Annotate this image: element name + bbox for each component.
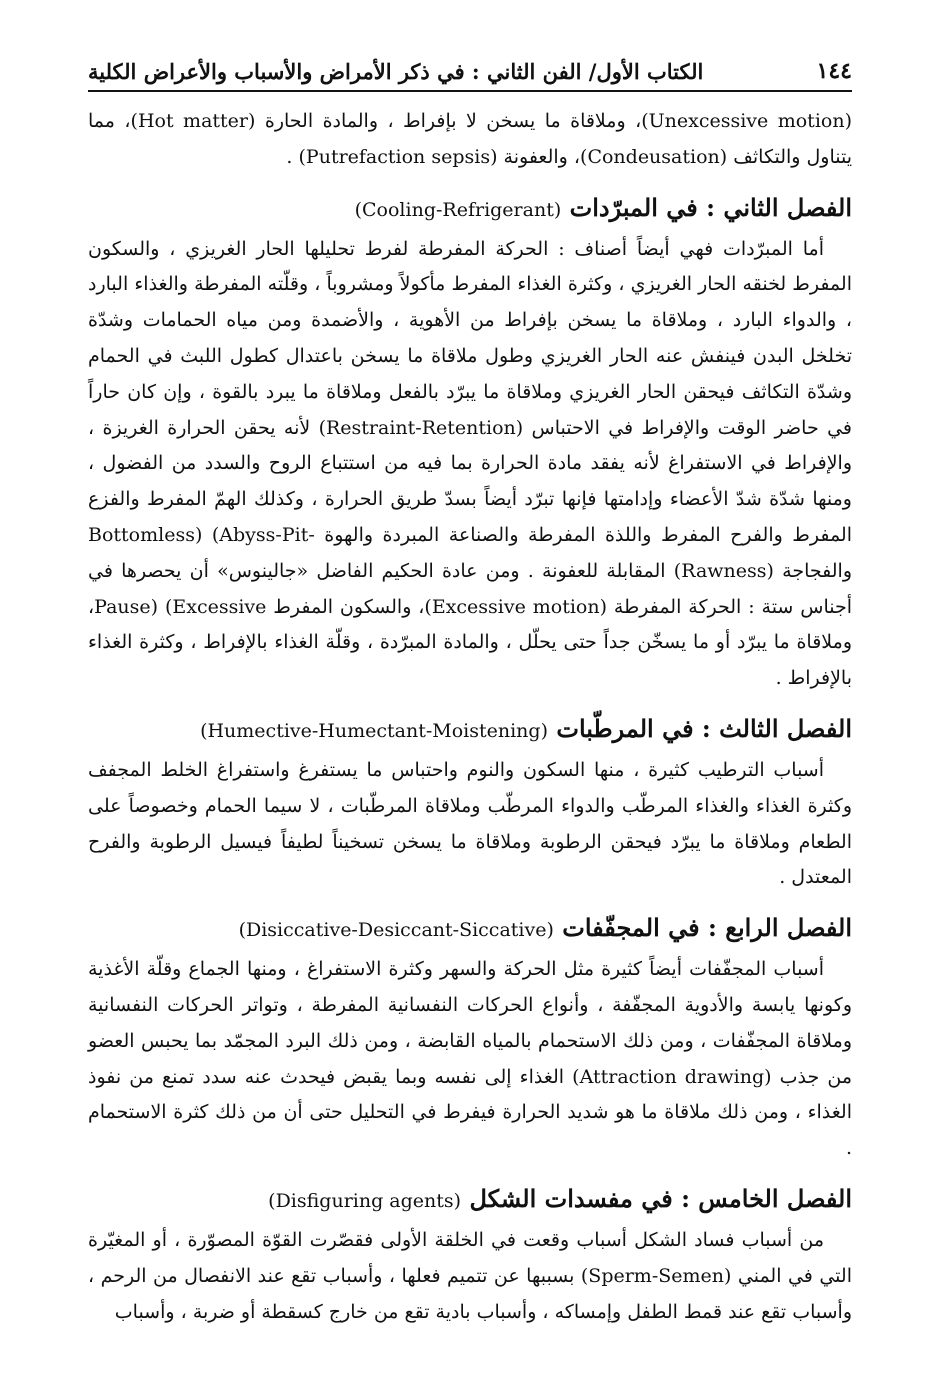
- section-title-en: (Humective-Humectant-Moistening): [200, 719, 548, 742]
- section-heading-cooling: [88, 186, 852, 232]
- intro-paragraph: (Unexcessive motion)، وملاقاة ما يسخن لا بإفراط ، والمادة الحارة (Hot matter)، مما يتناول والتكاثف (Condeusation)، والعفونة (Putrefaction sepsis) .: [88, 110, 852, 168]
- page-header: [88, 44, 852, 92]
- section-paragraph: أسباب الترطيب كثيرة ، منها السكون والنوم واحتباس ما يستفرغ واستفراغ الخلط المجفف وكثرة الغذاء والغذاء المرطّب والدواء المرطّب وملاقاة المرطّبات ، لا سيما الحمام وخصوصاً على الطعام وملاقاة ما يبرّد فيحقن الرطوبة وملاقاة ما يسخن تسخيناً لطيفاً فيسيل الرطوبة والفرح المعتدل .: [88, 758, 852, 889]
- page-body: [88, 104, 852, 1330]
- section-heading-disfiguring: [88, 1177, 852, 1223]
- section-title-en: (Disfiguring agents): [268, 1189, 462, 1212]
- section-title-ar: الفصل الخامس : في مفسدات الشكل: [469, 1183, 852, 1213]
- section-title-en: (Cooling-Refrigerant): [354, 198, 562, 221]
- section-title-en: (Disiccative-Desiccant-Siccative): [238, 919, 554, 942]
- section-title-ar: الفصل الثالث : في المرطّبات: [556, 713, 852, 743]
- section-paragraph: من أسباب فساد الشكل أسباب وقعت في الخلقة الأولى فقصّرت القوّة المصوّرة ، أو المغيّرة التي في المني (Sperm-Semen) بسببها عن تتميم فعلها ، وأسباب تقع عند الانفصال من الرحم ، وأسباب تقع عند قمط الطفل وإمساكه ، وأسباب بادية تقع من خارج كسقطة أو ضربة ، وأسباب: [88, 1228, 852, 1323]
- section-title-ar: الفصل الثاني : في المبرّدات: [569, 192, 852, 222]
- page-number: ١٤٤: [816, 58, 852, 84]
- section-heading-moistening: [88, 707, 852, 753]
- running-title: الكتاب الأول/ الفن الثاني : في ذكر الأمراض والأسباب والأعراض الكلية: [88, 59, 704, 84]
- section-heading-desiccant: [88, 906, 852, 952]
- section-paragraph: أما المبرّدات فهي أيضاً أصناف : الحركة المفرطة لفرط تحليلها الحار الغريزي ، والسكون المفرط لخنقه الحار الغريزي ، وكثرة الغذاء المفرط مأكولاً ومشروباً ، وقلّته المفرطة والغذاء البارد ، والدواء البارد ، وملاقاة ما يسخن بإفراط من الأهوية ، والأضمدة ومن مياه الحمامات وشدّة تخلخل البدن فينفش عنه الحار الغريزي وطول ملاقاة ما يسخن باعتدال كطول اللبث في الحمام وشدّة التكاثف فيحقن الحار الغريزي وملاقاة ما يبرّد بالفعل وملاقاة ما يبرد بالقوة ، وإن كان حاراً في حاضر الوقت والإفراط في الاحتباس (Restraint-Retention) لأنه يحقن الحرارة الغريزة ، والإفراط في الاستفراغ لأنه يفقد مادة الحرارة بما فيه من استتباع الروح والسدد من الفضول ، ومنها شدّة شدّ الأعضاء وإدامتها فإنها تبرّد أيضاً بسدّ طريق الحرارة ، وكذلك الهمّ المفرط والفزع المفرط والفرح المفرط واللذة المفرطة والصناعة المبردة والهوة -Abyss-Pit) (Bottomless والفجاجة (Rawness) المقابلة للعفونة . ومن عادة الحكيم الفاضل «جالينوس» أن يحصرها في أجناس ستة : الحركة المفرطة (Excessive motion)، والسكون المفرط Excessive) (Pause، وملاقاة ما يبرّد أو ما يسخّن جداً حتى يحلّل ، والمادة المبرّدة ، وقلّة الغذاء بالإفراط ، وكثرة الغذاء بالإفراط .: [88, 237, 852, 690]
- section-title-ar: الفصل الرابع : في المجفّفات: [562, 913, 852, 943]
- section-paragraph: أسباب المجفّفات أيضاً كثيرة مثل الحركة والسهر وكثرة الاستفراغ ، ومنها الجماع وقلّة الأغذية وكونها يابسة والأدوية المجفّفة ، وأنواع الحركات النفسانية المفرطة ، وتواتر الحركات النفسانية وملاقاة المجفّفات ، ومن ذلك الاستحمام بالمياه القابضة ، ومن ذلك البرد المجمّد بما يحبس العضو من جذب (Attraction drawing) الغذاء إلى نفسه وبما يقبض فيحدث عنه سدد تمنع من نفوذ الغذاء ، ومن ذلك ملاقاة ما هو شديد الحرارة فيفرط في التحليل حتى أن من ذلك كثرة الاستحمام .: [88, 958, 852, 1160]
